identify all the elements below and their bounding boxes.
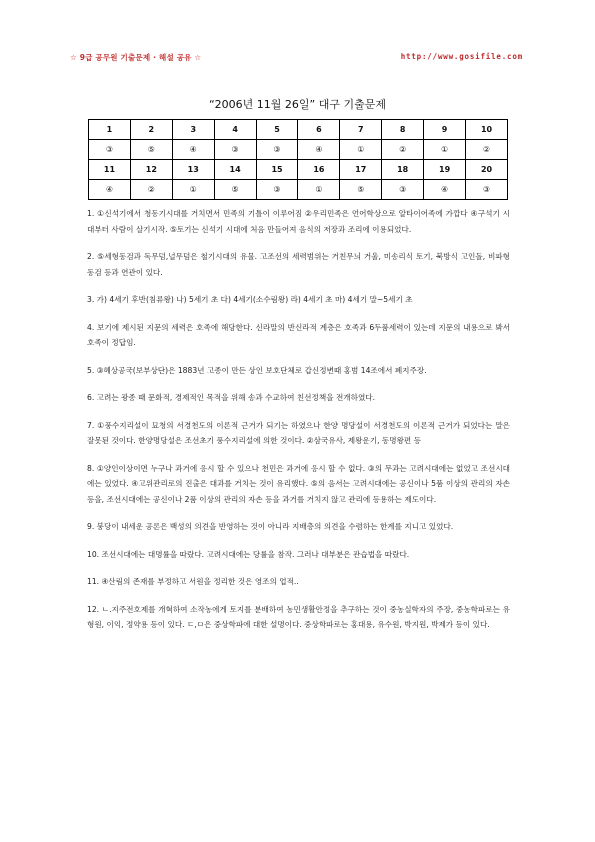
explanation-paragraph: 1. ①신석기에서 청동기시대를 거치면서 민족의 기틀이 이루어짐 ②우리민족은 언어학상으로 알타이어족에 가깝다 ④구석기 시대부터 사람이 살기시작. ⑤토기는 신석기 시대에 처음 만들어져 음식의 저장과 조리에 이용되었다. <box>87 209 510 234</box>
question-number: 13 <box>172 160 214 180</box>
question-number: 19 <box>424 160 466 180</box>
question-number: 6 <box>298 120 340 140</box>
answer-cell: ④ <box>424 180 466 200</box>
explanation-paragraph: 7. ①풍수지리설이 묘청의 서경천도의 이론적 근거가 되기는 하였으나 한양 명당설이 서경천도의 이론적 근거가 되었다는 말은 잘못된 것이다. 한양명당설은 조선초기 풍수지리설에 의한 것이다. ②삼국유사, 제왕운기, 동명왕편 등 <box>87 420 510 445</box>
explanation-paragraph: 8. ①양인이상이면 누구나 과거에 응시 할 수 있으나 천민은 과거에 응시 할 수 없다. ③의 무과는 고려시대에는 없었고 조선시대에는 있었다. ④고위관리로의 진출은 대과를 거치는 것이 유리했다. ⑤의 음서는 고려시대에는 공신이나 5품 이상의 관리의 자손 등을, 조선시대에는 공신이나 2품 이상의 관리의 자손 등을 과거를 거치지 않고 관리에 등용하는 제도이다. <box>87 463 510 504</box>
answer-cell: ③ <box>256 180 298 200</box>
explanation-paragraph: 12. ㄴ.지주전호제를 개혁하여 소작농에게 토지를 분배하여 농민생활안정을 추구하는 것이 중농실학자의 주장, 중농학파로는 유형원, 이익, 정약용 등이 있다. ㄷ,ㅁ은 중상학파에 대한 설명이다. 중상학파로는 홍대용, 유수원, 박지원, 박제가 등이 있다. <box>87 604 510 629</box>
question-number: 2 <box>130 120 172 140</box>
question-number: 14 <box>214 160 256 180</box>
explanations-section <box>87 206 510 645</box>
answer-cell: ⑤ <box>340 180 382 200</box>
question-number: 7 <box>340 120 382 140</box>
explanation-paragraph: 10. 조선시대에는 대명률을 따랐다. 고려시대에는 당률을 참작. 그러나 대부분은 관습법을 따랐다. <box>87 549 410 559</box>
header-url-link[interactable]: http://www.gosifile.com <box>400 52 523 61</box>
question-number: 10 <box>466 120 508 140</box>
question-number: 16 <box>298 160 340 180</box>
header-left-text: ☆ 9급 공무원 기출문제 · 해설 공유 ☆ <box>70 53 202 62</box>
explanation-paragraph: 11. ④산림의 존재를 부정하고 서원을 정리한 것은 영조의 업적.. <box>87 577 299 586</box>
question-number: 15 <box>256 160 298 180</box>
question-number: 17 <box>340 160 382 180</box>
answer-cell: ① <box>424 140 466 160</box>
explanation-paragraph: 5. ③혜상공국(보부상단)은 1883년 고종이 만든 상인 보호단체로 갑신정변때 홍범 14조에서 폐지주장. <box>87 365 427 375</box>
answer-cell: ② <box>130 180 172 200</box>
answer-cell: ② <box>466 140 508 160</box>
question-number: 11 <box>89 160 131 180</box>
question-number: 8 <box>382 120 424 140</box>
page-title: “2006년 11월 26일” 대구 기출문제 <box>208 98 386 111</box>
answer-cell: ⑤ <box>214 180 256 200</box>
explanation-paragraph: 2. ⑤세형동검과 독무덤,널무덤은 철기시대의 유물. 고조선의 세력범위는 거친무늬 거울, 미송리식 토기, 북방식 고인돌, 비파형동검 등과 연관이 있다. <box>87 252 510 277</box>
answer-cell: ① <box>298 180 340 200</box>
answer-table-number-row <box>89 160 508 180</box>
answer-cell: ④ <box>172 140 214 160</box>
answer-table-answer-row <box>89 140 508 160</box>
answer-cell: ③ <box>214 140 256 160</box>
answer-cell: ⑤ <box>130 140 172 160</box>
question-number: 20 <box>466 160 508 180</box>
question-number: 5 <box>256 120 298 140</box>
question-number: 3 <box>172 120 214 140</box>
answer-table <box>88 119 508 200</box>
answer-cell: ④ <box>89 180 131 200</box>
question-number: 9 <box>424 120 466 140</box>
answer-cell: ③ <box>89 140 131 160</box>
explanation-paragraph: 3. 가) 4세기 후반(침류왕) 나) 5세기 초 다) 4세기(소수림왕) 라) 4세기 초 마) 4세기 말~5세기 초 <box>87 295 413 304</box>
explanation-paragraph: 4. 보기에 제시된 지문의 세력은 호족에 해당한다. 신라말의 반신라적 계층은 호족과 6두품세력이 있는데 지문의 내용으로 봐서 호족이 정답임. <box>87 322 510 347</box>
answer-cell: ③ <box>382 180 424 200</box>
answer-cell: ④ <box>298 140 340 160</box>
answer-cell: ① <box>340 140 382 160</box>
answer-table-answer-row <box>89 180 508 200</box>
question-number: 12 <box>130 160 172 180</box>
question-number: 1 <box>89 120 131 140</box>
answer-cell: ③ <box>256 140 298 160</box>
answer-cell: ① <box>172 180 214 200</box>
explanation-paragraph: 9. 붕당이 내세운 공론은 백성의 의견을 반영하는 것이 아니라 지배층의 의견을 수렴하는 한계를 지니고 있었다. <box>87 522 454 531</box>
answer-table-number-row <box>89 120 508 140</box>
question-number: 4 <box>214 120 256 140</box>
answer-cell: ② <box>382 140 424 160</box>
question-number: 18 <box>382 160 424 180</box>
explanation-paragraph: 6. 고려는 광종 때 문화적, 경제적인 목적을 위해 송과 수교하여 친선정책을 전개하였다. <box>87 393 376 402</box>
answer-cell: ③ <box>466 180 508 200</box>
